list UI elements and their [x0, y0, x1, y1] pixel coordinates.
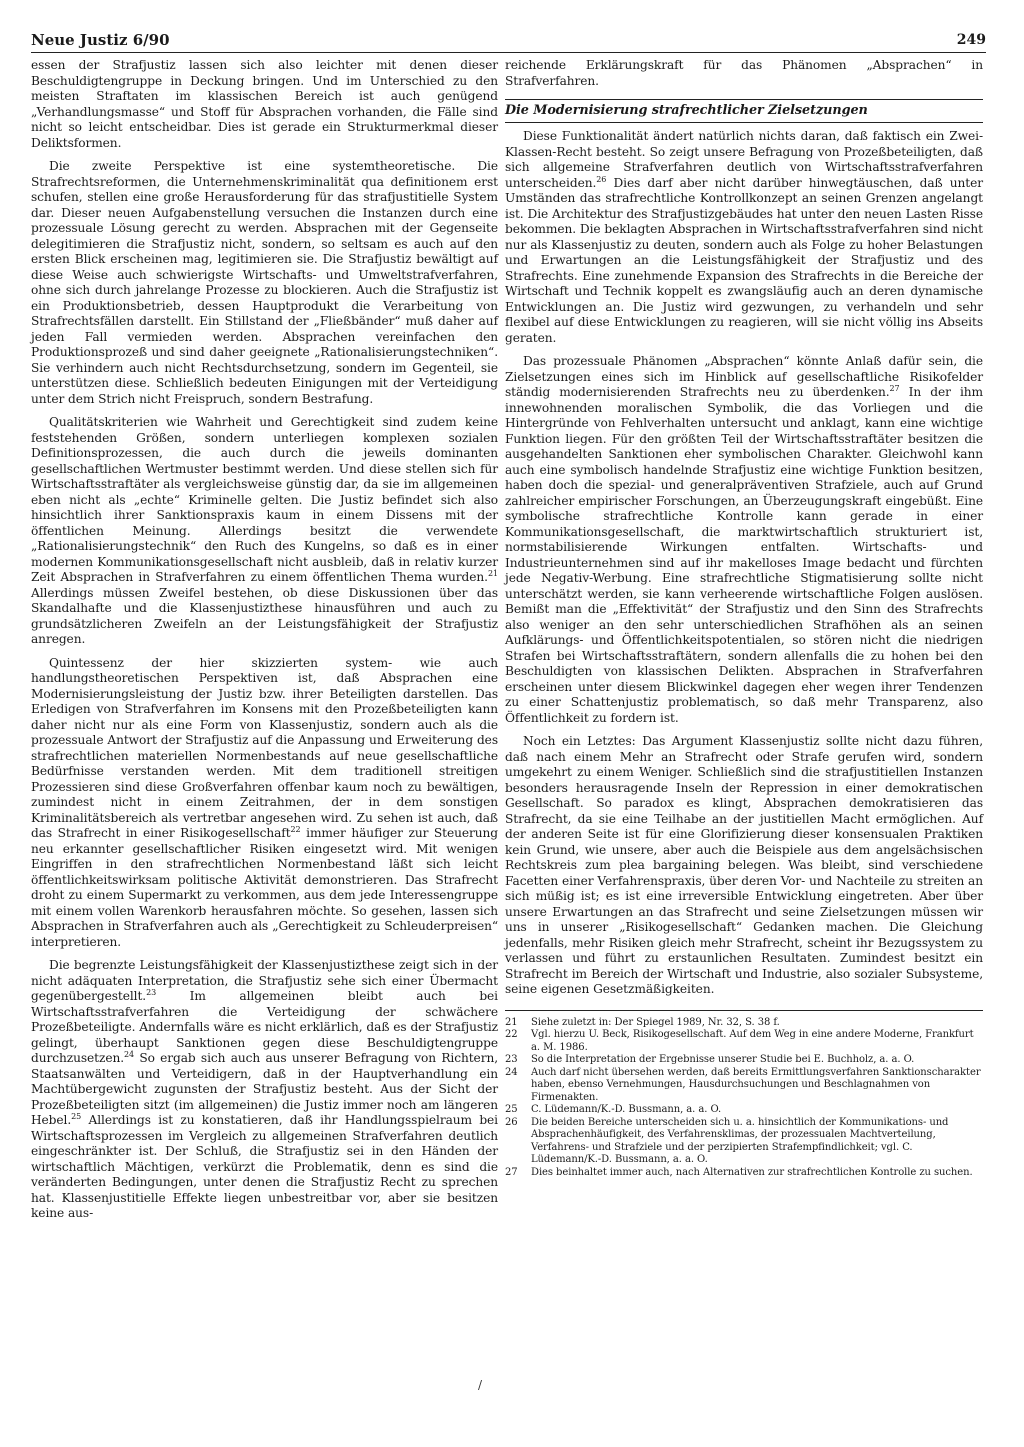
paragraph-text: Diese Funktionalität ändert natürlich nichts daran, daß faktisch ein Zwei-Klassen-Recht besteht. So zeigt unsere Befragung von Prozeßbeteiligten, daß sich allgemeine Strafverfahren deutlich von Wirtschaftsstrafverfahren unterscheiden.: [505, 129, 983, 190]
footnote-text: C. Lüdemann/K.-D. Bussmann, a. a. O.: [531, 1104, 722, 1115]
footnote-rule: [505, 1010, 983, 1011]
paragraph-text: Die begrenzte Leistungsfähigkeit der Klassenjustizthese zeigt sich in der nicht adäquaten Interpretation, die Strafjustiz sehe sich einer Übermacht gegenübergestellt.: [31, 958, 498, 1003]
footnote-number: 21: [505, 1016, 518, 1028]
paragraph-text: Quintessenz der hier skizzierten system- wie auch handlungstheoretischen Perspektiven ist, daß Absprachen eine Modernisierungsleistung der Justiz bzw. ihrer Beteiligten darstellen. Das Erledigen von Strafverfahren im Konsens mit den Prozeßbeteiligten kann daher nicht nur als eine Form von Klassenjustiz, sondern auch als die prozessuale Antwort der Strafjustiz auf die Anpassung und Erweiterung des strafrechtlichen materiellen Normenbestands auf neue gesellschaftliche Bedürfnisse verstanden werden. Mit dem traditionell streitigen Prozessieren sind diese Großverfahren offenbar kaum noch zu bewältigen, zumindest nicht in einem Zeitrahmen, der in dem sonstigen Kriminalitätsbereich als vertretbar angesehen wird. Zu sehen ist auch, daß das Strafrecht in einer Risikogesellschaft: [31, 655, 498, 840]
footnote-ref: 22: [290, 824, 301, 834]
footnote-number: 27: [505, 1166, 518, 1178]
footnote-number: 25: [505, 1104, 518, 1115]
header-rule: [31, 52, 986, 53]
paragraph: [505, 129, 983, 346]
paragraph: reichende Erklärungskraft für das Phänomen „Absprachen“ in Strafverfahren.: [505, 58, 983, 88]
footnote: [505, 1067, 983, 1105]
paragraph-text: So ergab sich auch aus unserer Befragung von Richtern, Staatsanwälten und Verteidigern, daß in der Hauptverhandlung ein Machtübergewicht zugunsten der Strafjustiz besteht. Aus der Sicht der Prozeßbeteiligten sitzt (im allgemeinen) die Justiz immer noch am längeren Hebel.: [31, 1051, 499, 1127]
footnote-number: 24: [505, 1066, 518, 1078]
paragraph-text: Dies darf aber nicht darüber hinwegtäuschen, daß unter Umständen das strafrechtliche Kontrollkonzept an seinen Grenzen angelangt ist. Die Architektur des Strafjustizgebäudes hat unter den neuen Lasten Risse bekommen. Die beklagten Absprachen in Wirtschaftsstrafverfahren sind nicht nur als Klassenjustiz zu deuten, sondern auch als Folge zu hoher Belastungen und Erwartungen an die Leistungsfähigkeit der Strafjustiz und des Strafrechts. Eine zunehmende Expansion des Strafrechts in die Bereiche der Wirtschaft und Technik koppelt es zwangsläufig auch an deren dynamische Entwicklungen an. Die Justiz wird gezwungen, zu verhandeln und sehr flexibel auf diese Entwicklungen zu reagieren, will sie nicht völlig ins Abseits geraten.: [505, 175, 983, 345]
footnote-number: 26: [505, 1116, 518, 1128]
paragraph: [31, 958, 498, 1222]
footnote: [505, 1167, 983, 1180]
paragraph-text: Allerdings müssen: [31, 585, 150, 600]
footnote-text: Auch darf nicht übersehen werden, daß bereits Ermittlungsverfahren Sanktionscharakter haben, ebenso Vernehmungen, Hausdurchsuchungen und Beschlagnahmen von Firmenakten.: [531, 1066, 981, 1103]
paragraph: [505, 354, 983, 726]
footnote: [505, 1017, 983, 1030]
page-number: 249: [956, 32, 986, 48]
paragraph-text: Qualitätskriterien wie Wahrheit und Gerechtigkeit sind zudem keine feststehenden Größen, sondern unterliegen komplexen sozialen Definitionsprozessen, die auch durch die jeweils dominanten gesellschaftlichen Wertmuster bestimmt werden. Und diese stellen sich für Wirtschaftsstraftäter als vergleichsweise günstig dar, da sie im allgemeinen eben nicht als „echte“ Kriminelle gelten. Die Justiz befindet sich also hinsichtlich ihrer Sanktionspraxis kaum in einem Dissens mit der öffentlichen Meinung. Allerdings besitzt die verwendete „Rationalisierungstechnik“ den Ruch des Kungelns, so daß es in einer modernen Kommunikationsgesellschaft nicht ausbleib, daß in relativ kurzer Zeit Absprachen in Strafverfahren zu einem öffentlichen Thema wurden.: [31, 415, 498, 584]
footnote-text: Dies beinhaltet immer auch, nach Alternativen zur strafrechtlichen Kontrolle zu suchen.: [531, 1166, 973, 1178]
footnote-text: So die Interpretation der Ergebnisse unserer Studie bei E. Buchholz, a. a. O.: [531, 1054, 915, 1065]
footnote-ref: 27: [889, 383, 900, 393]
paragraph-text: immer häufiger zur Steuerung neu erkannter gesellschaftlicher Risiken eingesetzt wird. Mit wenigen Eingriffen in den strafrechtlichen Normenbestand läßt sich leicht öffentlichkeitswirksam politische Aktivität demonstrieren. Das Strafrecht droht zu einem Supermarkt zu verkommen, aus dem jede Interessengruppe mit einem vollen Warenkorb herausfahren möchte. So gesehen, lassen sich Absprachen in Strafverfahren auch als „Gerechtigkeit zu Schleuderpreisen“ interpretieren.: [31, 826, 499, 949]
section-heading: Die Modernisierung strafrechtlicher Zielsetzungen: [505, 99, 983, 123]
paragraph: Die zweite Perspektive ist eine systemtheoretische. Die Strafrechtsreformen, die Unternehmenskriminalität qua definitionem erst schufen, stellen eine große Herausforderung für das strafjustitielle System dar. Dieser neuen Aufgabenstellung versuchen die Instanzen durch eine prozessuale Lösung gerecht zu werden. Absprachen mit der Gegenseite delegitimieren die Strafjustiz nicht, sondern, so seltsam es auch auf den ersten Blick erscheinen mag, legitimieren sie. Die Strafjustiz bewältigt auf diese Weise auch schwierigste Wirtschafts- und Umweltstrafverfahren, ohne sich durch jahrelange Prozesse zu blockieren. Auch die Strafjustiz ist ein Produktionsbetrieb, dessen Hauptprodukt die Verarbeitung von Strafrechtsfällen darstellt. Ein Stillstand der „Fließbänder“ muß daher auf jeden Fall vermieden werden. Absprachen vereinfachen den Produktionsprozeß und sind daher geeignete „Rationalisierungstechniken“. Sie verhindern auch nicht Rechtsdurchsetzung, sondern im Gegenteil, sie unterstützen diese. Schließlich bedeuten Einigungen mit der Verteidigung unter dem Strich nicht Freispruch, sondern Bestrafung.: [31, 159, 498, 406]
paragraph-text: Allerdings ist zu konstatieren, daß ihr Handlungsspielraum bei Wirtschaftsprozessen im Vergleich zu allgemeinen Strafverfahren deutlich eingeschränkter ist. Der Schluß, die Strafjustiz sei in den Händen der wirtschaftlich Mächtigen, verkürzt die Problematik, denn es sind die veränderten Bedingungen, unter denen die Strafjustiz Recht zu sprechen hat. Klassenjustitielle Effekte liegen unbestreitbar vor, aber sie besitzen keine aus-: [31, 1113, 499, 1220]
footnote-text: Vgl. hierzu U. Beck, Risikogesellschaft. Auf dem Weg in eine andere Moderne, Frankfurt a. M. 1986.: [531, 1029, 974, 1053]
footnote-ref: 26: [596, 174, 607, 184]
footnote: [505, 1117, 983, 1167]
paragraph-text: Im allgemeinen bleibt auch bei Wirtschaftsstrafverfahren die Verteidigung der schwächere Prozeßbeteiligte. Andernfalls wäre es nicht erklärlich, daß es der Strafjustiz gelingt, überhaupt Sanktionen gegen diese Beschuldigtengruppe durchzusetzen.: [31, 989, 498, 1065]
footnote: [505, 1104, 983, 1117]
stray-pen-mark: /: [478, 1378, 483, 1392]
paragraph: [31, 415, 498, 648]
paragraph-text: Das prozessuale Phänomen „Absprachen“ könnte Anlaß dafür sein, die Zielsetzungen eines sich im Hinblick auf gesellschaftliche Risikofelder ständig modernisierenden Strafrechts neu zu überdenken.: [505, 354, 983, 399]
footnote: [505, 1054, 983, 1067]
right-column: [505, 58, 983, 1179]
footnote: [505, 1029, 983, 1054]
paragraph: [31, 656, 498, 951]
paragraph-text: Zweifel bestehen, ob diese Diskussionen über das Skandalhafte und die Klassenjustizthese hinausführen und auch zu grundsätzlicheren Zweifeln an der Leistungsfähigkeit der Strafjustiz anregen.: [31, 585, 499, 646]
footnote-text: Die beiden Bereiche unterscheiden sich u. a. hinsichtlich der Kommunikations- und Absprachenhäufigkeit, des Verfahrensklimas, der prozessualen Machtverteilung, Verfahrens- und Strafziele und der perzipierten Strafempfindlichkeit; vgl. C. Lüdemann/K.-D. Bussmann, a. a. O.: [531, 1116, 949, 1165]
footnote-ref: 24: [124, 1049, 135, 1059]
paragraph-text: In der ihm innewohnenden moralischen Symbolik, die das Vorliegen und die Hintergründe von Fehlverhalten untersucht und anklagt, kann eine wichtige Funktion liegen. Für den größten Teil der Wirtschaftsstraftäter besitzen die ausgehandelten Sanktionen eher symbolischen Charakter. Gleichwohl kann auch eine symbolisch handelnde Strafjustiz eine wichtige Funktion besitzen, haben doch die spezial- und generalpräventiven Strafziele, auch auf Grund zahlreicher empirischer Forschungen, an Überzeugungskraft eingebüßt. Eine symbolische strafrechtliche Kontrolle kann gerade in einer Kommunikationsgesellschaft, die marktwirtschaftlich strukturiert ist, normstabilisierende Wirkungen entfalten. Wirtschafts- und Industrieunternehmen sind auf ihr makelloses Image bedacht und fürchten jede Negativ-Werbung. Eine strafrechtliche Stigmatisierung sollte nicht unterschätzt werden, sie kann verheerende wirtschaftliche Folgen auslösen. Bemißt man die „Effektivität“ der Strafjustiz und den Sinn des Strafrechts also weniger an den sehr unterschiedlichen Strafhöhen als an seinen Aufklärungs- und Öffentlichkeitspotentialen, so stören nicht die niedrigen Strafen bei Wirtschaftsstraftätern, sondern allenfalls die zu hohen bei den Beschuldigten von klassischen Delikten. Absprachen in Strafverfahren erscheinen unter diesem Blickwinkel dagegen eher wegen ihrer Tendenzen zu einer Schattenjustiz problematisch, so daß mehr Transparenz, also Öffentlichkeit zu fordern ist.: [505, 385, 984, 725]
footnote-text: Siehe zuletzt in: Der Spiegel 1989, Nr. 32, S. 38 f.: [531, 1016, 780, 1028]
journal-title: Neue Justiz 6/90: [31, 31, 170, 49]
footnote-ref: 21: [487, 568, 498, 578]
footnote-ref: 25: [71, 1111, 82, 1121]
footnote-number: 23: [505, 1054, 518, 1065]
paragraph: Noch ein Letztes: Das Argument Klassenjustiz sollte nicht dazu führen, daß nach einem Mehr an Strafrecht oder Strafe gerufen wird, sondern umgekehrt zu einem Weniger. Schließlich sind die strafjustitiellen Instanzen besonders herausragende Inseln der Repression in einer demokratischen Gesellschaft. So paradox es klingt, Absprachen demokratisieren das Strafrecht, da sie eine Teilhabe an der justitiellen Macht ermöglichen. Auf der anderen Seite ist für eine Glorifizierung dieser konsensualen Praktiken kein Grund, wie unsere, aber auch die Beispiele aus dem angelsächsischen Rechtskreis zum plea bargaining belegen. Was bleibt, sind verschiedene Facetten einer Verfahrenspraxis, über deren Vor- und Nachteile zu streiten an sich müßig ist; es ist eine irreversible Entwicklung eingetreten. Aber über unsere Erwartungen an das Strafrecht und seine Zielsetzungen müssen wir uns in unserer „Risikogesellschaft“ Gedanken machen. Die Gleichung jedenfalls, mehr Risiken gleich mehr Strafrecht, scheint ihr Bezugssystem zu verlassen und führt zu erstaunlichen Resultaten. Zumindest besitzt ein Strafrecht im Bereich der Wirtschaft und Industrie, also sozialer Subsysteme, seine eigenen Gesetzmäßigkeiten.: [505, 734, 983, 996]
paragraph: essen der Strafjustiz lassen sich also leichter mit denen dieser Beschuldigtengruppe in Deckung bringen. Und im Unterschied zu den meisten Straftaten im klassischen Bereich ist auch genügend „Verhandlungsmasse“ und Stoff für Absprachen vorhanden, die Fälle sind nicht so leicht entscheidbar. Dies ist gerade ein Strukturmerkmal dieser Deliktsformen.: [31, 58, 498, 150]
footnote-number: 22: [505, 1029, 518, 1040]
footnote-ref: 23: [146, 987, 157, 997]
left-column: [31, 58, 498, 1222]
